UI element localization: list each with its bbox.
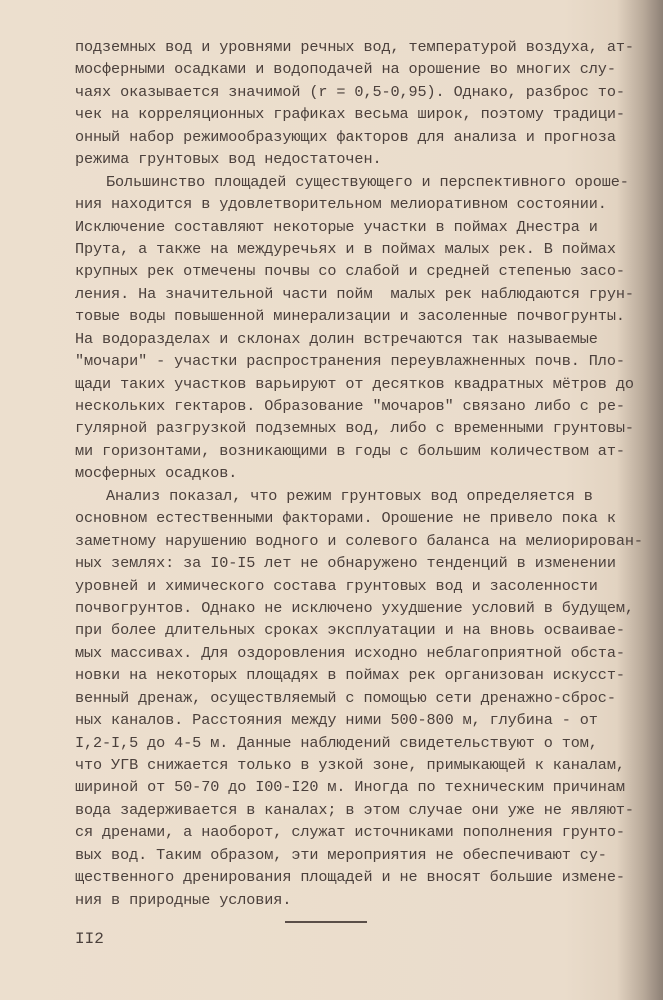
text-line: Прута, а также на междуречьях и в поймах малых рек. В поймах xyxy=(75,239,616,258)
paragraph-first-line: Большинство площадей существующего и перспективного ороше- xyxy=(106,172,629,191)
body-text xyxy=(75,36,655,911)
text-line: новки на некоторых площадях в поймах рек организован искусст- xyxy=(75,666,625,685)
text-line: ления. На значительной части пойм малых рек наблюдаются грун- xyxy=(75,284,634,303)
text-line: щади таких участков варьируют от десятков квадратных мётров до xyxy=(75,374,634,393)
text-line: онный набор режимообразующих факторов для анализа и прогноза xyxy=(75,127,616,146)
text-line: заметному нарушению водного и солевого баланса на мелиорирован- xyxy=(75,531,643,550)
text-line: крупных рек отмечены почвы со слабой и средней степенью засо- xyxy=(75,262,625,281)
text-line: что УГВ снижается только в узкой зоне, примыкающей к каналам, xyxy=(75,756,625,774)
text-line: I,2-I,5 до 4-5 м. Данные наблюдений свидетельствуют о том, xyxy=(75,733,598,752)
text-line: мосферными осадками и водоподачей на орошение во многих слу- xyxy=(75,60,616,79)
text-line: чаях оказывается значимой (r = 0,5-0,95). Однако, разброс то- xyxy=(75,82,625,101)
text-line: ния находится в удовлетворительном мелиоративном состоянии. xyxy=(75,195,607,214)
text-line: ся дренами, а наоборот, служат источниками пополнения грунто- xyxy=(75,823,625,842)
text-line: вода задерживается в каналах; в этом случае они уже не являют- xyxy=(75,800,634,819)
text-line: основном естественными факторами. Орошение не привело пока к xyxy=(75,509,616,528)
page-number: II2 xyxy=(75,930,104,948)
text-line: товые воды повышенной минерализации и засоленные почвогрунты. xyxy=(75,307,625,326)
text-line: вых вод. Таким образом, эти мероприятия не обеспечивают су- xyxy=(75,845,607,864)
paragraph-first-line: Анализ показал, что режим грунтовых вод определяется в xyxy=(106,486,593,505)
text-line: нескольких гектаров. Образование "мочаров" связано либо с ре- xyxy=(75,397,625,415)
text-line: щественного дренирования площадей и не вносят большие измене- xyxy=(75,868,625,887)
text-line: уровней и химического состава грунтовых вод и засоленности xyxy=(75,576,598,595)
text-line: мосферных осадков. xyxy=(75,464,238,483)
text-line: ных землях: за I0-I5 лет не обнаружено тенденций в изменении xyxy=(75,554,616,573)
text-line: Исключение составляют некоторые участки в поймах Днестра и xyxy=(75,217,598,236)
text-line: венный дренаж, осуществляемый с помощью сети дренажно-сброс- xyxy=(75,688,616,707)
text-line: шириной от 50-70 до I00-I20 м. Иногда по техническим причинам xyxy=(75,778,625,797)
text-line: почвогрунтов. Однако не исключено ухудшение условий в будущем, xyxy=(75,598,634,617)
text-line: режима грунтовых вод недостаточен. xyxy=(75,150,382,169)
text-line: мых массивах. Для оздоровления исходно неблагоприятной обста- xyxy=(75,643,625,662)
text-line: гулярной разгрузкой подземных вод, либо с временными грунтовы- xyxy=(75,419,634,438)
text-line: "мочари" - участки распространения переувлажненных почв. Пло- xyxy=(75,352,625,371)
text-line: чек на корреляционных графиках весьма широк, поэтому традици- xyxy=(75,105,625,124)
text-line: при более длительных сроках эксплуатации и на вновь осваивае- xyxy=(75,621,625,640)
text-line: ми горизонтами, возникающими в годы с большим количеством ат- xyxy=(75,441,625,460)
text-line: подземных вод и уровнями речных вод, температурой воздуха, ат- xyxy=(75,38,634,56)
footnote-divider xyxy=(285,921,367,923)
text-line: На водоразделах и склонах долин встречаются так называемые xyxy=(75,329,598,348)
text-line: ния в природные условия. xyxy=(75,890,292,909)
text-line: ных каналов. Расстояния между ними 500-800 м, глубина - от xyxy=(75,711,598,730)
